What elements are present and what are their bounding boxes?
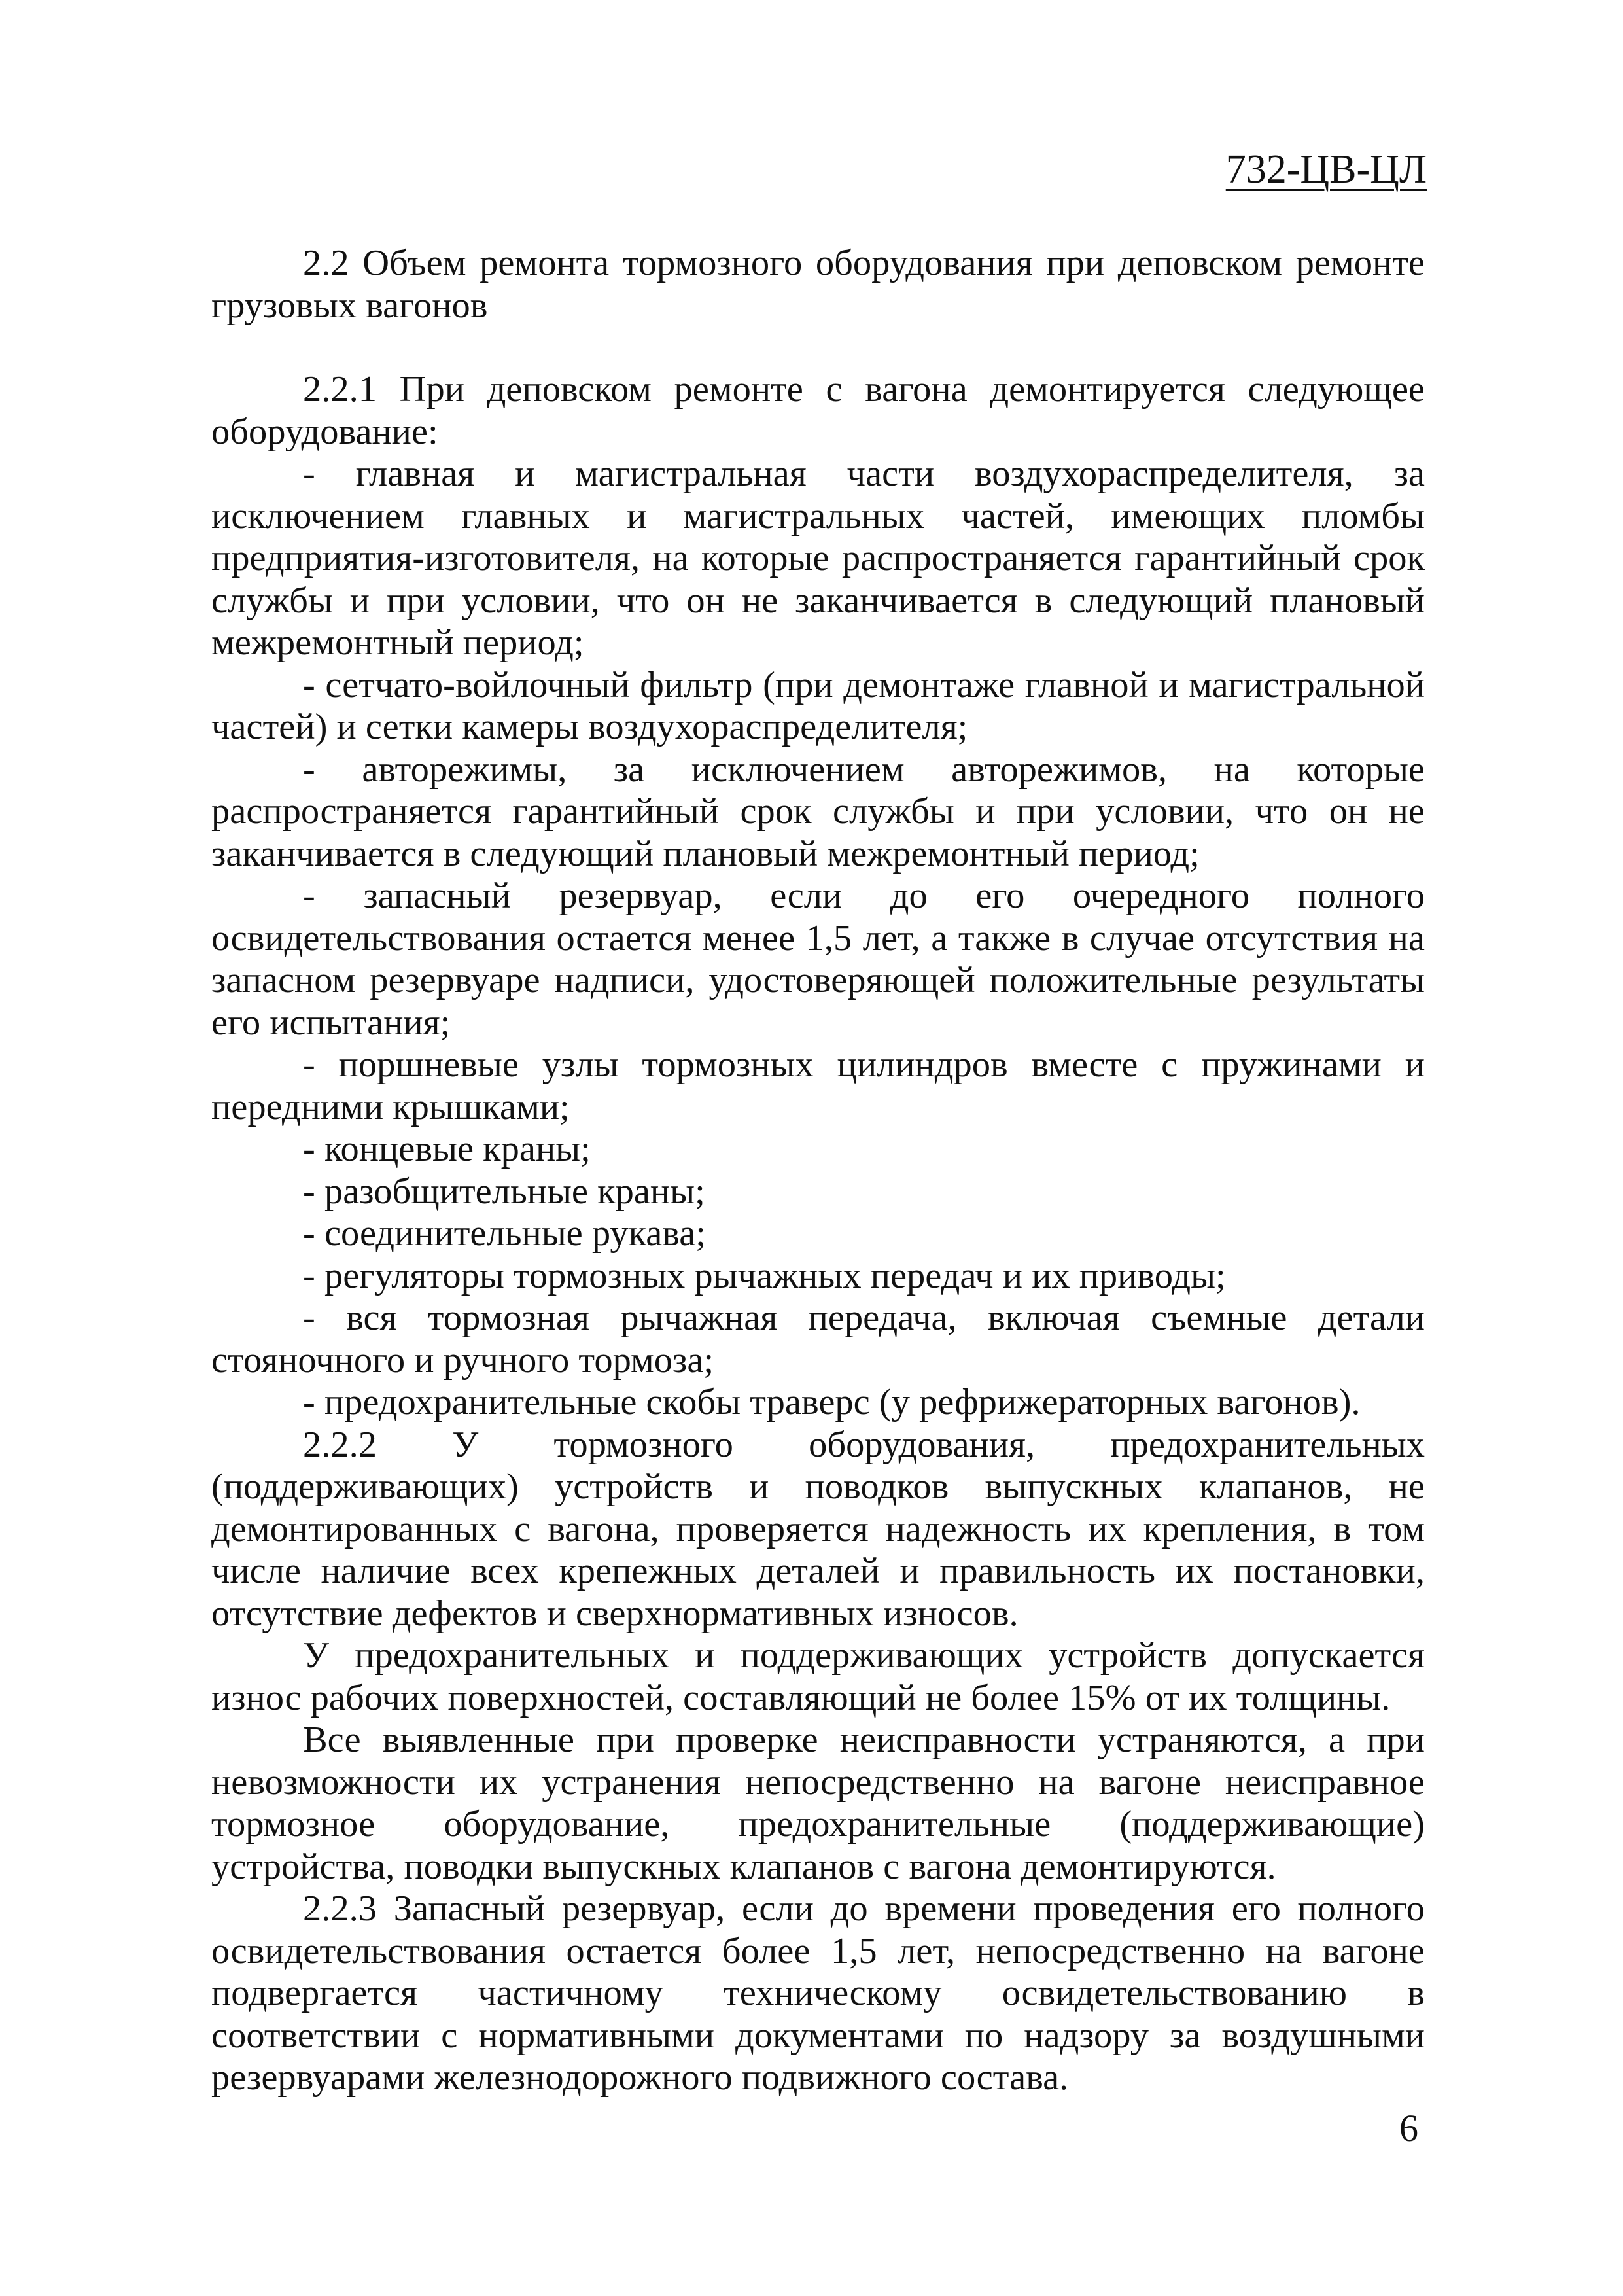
- list-item: - регуляторы тормозных рычажных передач и их приводы;: [303, 1255, 1226, 1296]
- document-code: 732-ЦВ-ЦЛ: [1225, 147, 1427, 192]
- page-number: 6: [1399, 2107, 1418, 2149]
- document-body: [211, 242, 1425, 2099]
- paragraph-2-2-2: 2.2.2 У тормозного оборудования, предохранительных (поддерживающих) устройств и поводков выпускных клапанов, не демонтированных с вагона, проверяется надежность их крепления, в том числе наличие всех крепежных деталей и правильность их постановки, отсутствие дефектов и сверхнормативных износов.: [211, 1424, 1425, 1634]
- list-item: - концевые краны;: [303, 1129, 591, 1169]
- paragraph-2-2-3: 2.2.3 Запасный резервуар, если до времени проведения его полного освидетельствования остается более 1,5 лет, непосредственно на вагоне подвергается частичному техническому освидетельствованию в соответствии с нормативными документами по надзору за воздушными резервуарами железнодорожного подвижного состава.: [211, 1888, 1425, 2098]
- list-item: - предохранительные скобы траверс (у рефрижераторных вагонов).: [303, 1382, 1361, 1422]
- subsection-heading-2-2-1: 2.2.1 При деповском ремонте с вагона демонтируется следующее оборудование:: [211, 369, 1425, 452]
- list-item: - запасный резервуар, если до его очередного полного освидетельствования остается менее 1,5 лет, а также в случае отсутствия на запасном резервуаре надписи, удостоверяющей положительные результаты его испытания;: [211, 875, 1425, 1043]
- list-item: - вся тормозная рычажная передача, включая съемные детали стояночного и ручного тормоза;: [211, 1298, 1425, 1381]
- paragraph-defects-removal: Все выявленные при проверке неисправности устраняются, а при невозможности их устранения непосредственно на вагоне неисправное тормозное оборудование, предохранительные (поддерживающие) устройства, поводки выпускных клапанов с вагона демонтируются.: [211, 1720, 1425, 1887]
- list-item: - авторежимы, за исключением авторежимов, на которые распространяется гарантийный срок службы и при условии, что он не заканчивается в следующий плановый межремонтный период;: [211, 749, 1425, 874]
- list-item: - сетчато-войлочный фильтр (при демонтаже главной и магистральной частей) и сетки камеры воздухораспределителя;: [211, 664, 1425, 747]
- list-item: - разобщительные краны;: [303, 1171, 705, 1212]
- list-item: - соединительные рукава;: [303, 1213, 707, 1254]
- section-title: 2.2 Объем ремонта тормозного оборудования при деповском ремонте грузовых вагонов: [211, 243, 1425, 326]
- paragraph-wear-limit: У предохранительных и поддерживающих устройств допускается износ рабочих поверхностей, составляющий не более 15% от их толщины.: [211, 1635, 1425, 1718]
- list-item: - поршневые узлы тормозных цилиндров вместе с пружинами и передними крышками;: [211, 1044, 1425, 1127]
- list-item: - главная и магистральная части воздухораспределителя, за исключением главных и магистральных частей, имеющих пломбы предприятия-изготовителя, на которые распространяется гарантийный срок службы и при условии, что он не заканчивается в следующий плановый межремонтный период;: [211, 453, 1425, 663]
